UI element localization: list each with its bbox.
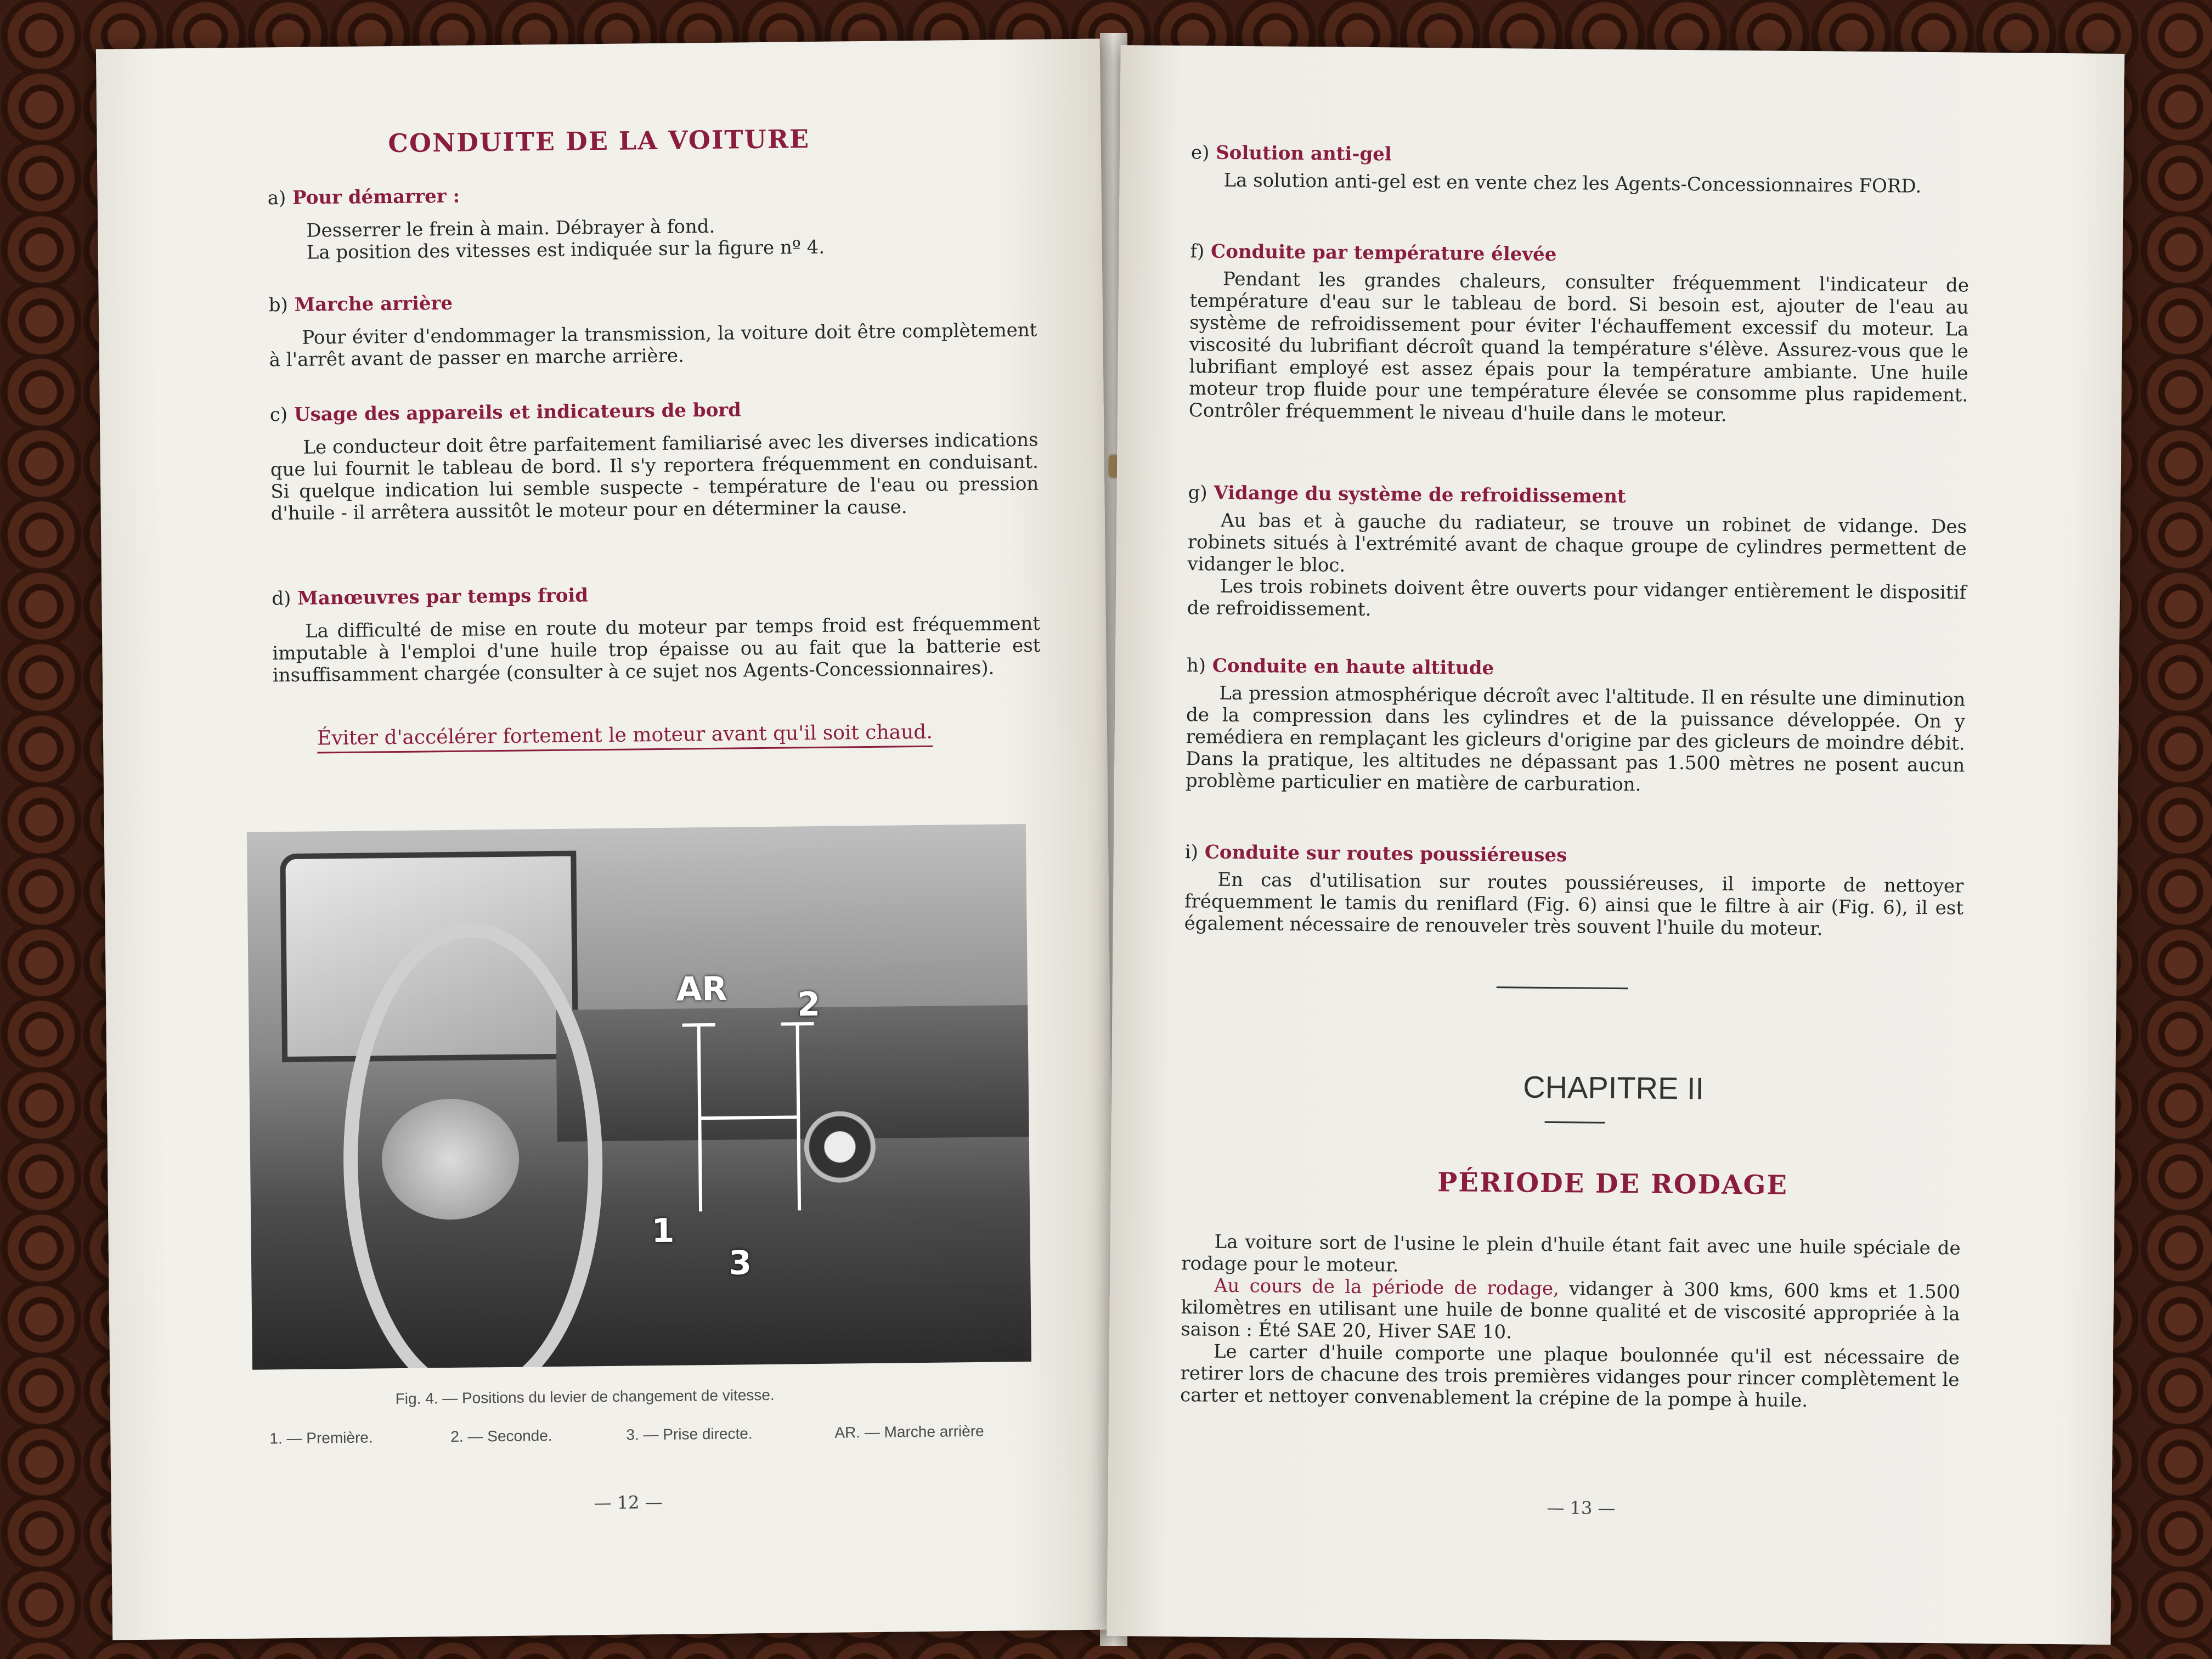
section-letter: e) xyxy=(1190,142,1210,164)
body-paragraph: Pour éviter d'endommager la transmission, la voiture doit être complètement à l'arrêt avant de passer en marche arrière. xyxy=(269,319,1037,371)
body-paragraph xyxy=(1181,1274,1960,1347)
first-gear-label: 1 xyxy=(651,1211,675,1251)
section-b-heading xyxy=(269,292,453,317)
highlight-text: Au cours de la période de rodage, xyxy=(1214,1274,1560,1300)
warning-note: Éviter d'accélérer fortement le moteur avant qu'il soit chaud. xyxy=(317,721,933,754)
chapter-heading: CHAPITRE II xyxy=(1522,1069,1705,1106)
body-paragraph: Le conducteur doit être parfaitement familiarisé avec les diverses indications que lui fournit le tableau de bord. Il s'y reportera fréquemment en conduisant. Si quelque indication lui semble suspecte - température de l'eau ou pression d'huile - il arrêtera aussitôt le moteur pour en déterminer la cause. xyxy=(270,428,1039,525)
section-i-heading xyxy=(1185,841,1567,866)
body-paragraph: Pendant les grandes chaleurs, consulter fréquemment l'indicateur de température d'eau sur le tableau de bord. Si besoin est, ajouter de l'eau au système de refroidissement pour éviter l'échauffement excessif du moteur. La viscosité du lubrifiant décroît quand la température s'élève. Assurez-vous que le lubrifiant employé est assez épais pour la température ambiante. Une huile moteur trop fluide pour une température élevée se consomme plus rapidement. Contrôler fréquemment le niveau d'huile dans le moteur. xyxy=(1188,268,1970,426)
section-g-body xyxy=(1187,509,1967,625)
section-letter: a) xyxy=(267,187,286,210)
caption-item-reverse: AR. — Marche arrière xyxy=(834,1422,984,1441)
body-paragraph: Au bas et à gauche du radiateur, se trouve un robinet de vidange. Des robinets situés à l'extrémité avant de chaque groupe de cylindres permettent de vidanger le bloc. xyxy=(1187,509,1967,577)
section-letter: d) xyxy=(272,587,291,610)
rodage-title: PÉRIODE DE RODAGE xyxy=(1437,1167,1788,1201)
section-letter: h) xyxy=(1186,654,1206,677)
reverse-label: AR xyxy=(676,969,727,1009)
third-gear-label: 3 xyxy=(728,1244,752,1283)
body-paragraph: La solution anti-gel est en vente chez les Agents-Concessionnaires FORD. xyxy=(1223,169,1922,198)
body-paragraph: La voiture sort de l'usine le plein d'huile étant fait avec une huile spéciale de rodage pour le moteur. xyxy=(1181,1231,1961,1277)
section-a-body xyxy=(306,212,1036,264)
section-title: Marche arrière xyxy=(294,292,453,316)
section-letter: c) xyxy=(269,404,288,426)
caption-item-3: 3. — Prise directe. xyxy=(626,1425,753,1443)
section-title: Solution anti-gel xyxy=(1216,142,1392,166)
section-h-body xyxy=(1186,682,1966,798)
shift-pattern-diagram xyxy=(247,824,1031,1370)
rodage-body xyxy=(1180,1231,1961,1413)
body-paragraph: En cas d'utilisation sur routes poussiéreuses, il importe de nettoyer fréquemment le tamis du reniflard (Fig. 6) ainsi que le filtre à air (Fig. 6), il est également nécessaire de renouveler très souvent l'huile du moteur. xyxy=(1184,868,1964,940)
section-letter: f) xyxy=(1190,240,1205,263)
page-number: — 12 — xyxy=(594,1491,663,1514)
section-b-body xyxy=(269,319,1037,371)
left-page xyxy=(96,38,1116,1640)
page-number: — 13 — xyxy=(1547,1497,1616,1519)
right-page xyxy=(1107,45,2124,1645)
gearshift-photo xyxy=(247,824,1031,1370)
section-letter: g) xyxy=(1188,482,1207,504)
section-c-heading xyxy=(270,399,742,426)
body-text: vidanger à 300 kms, 600 kms et 1.500 kilomètres en utilisant une huile de bonne qualité et de viscosité appropriée à la saison : Été SAE 20, Hiver SAE 10. xyxy=(1181,1278,1961,1344)
section-c-body xyxy=(270,429,1039,525)
section-title: Pour démarrer : xyxy=(292,185,460,209)
body-paragraph: Le carter d'huile comporte une plaque boulonnée qu'il est nécessaire de retirer lors de chacune des trois premières vidanges pour rincer complètement le carter et nettoyer convenablement la crépine de la pompe à huile. xyxy=(1180,1340,1960,1412)
shift-arrowheads-top xyxy=(682,1024,814,1025)
section-divider xyxy=(1497,986,1628,989)
section-h-heading xyxy=(1187,654,1494,679)
caption-item-2: 2. — Seconde. xyxy=(450,1427,552,1446)
section-e-heading xyxy=(1191,142,1392,165)
page-title: CONDUITE DE LA VOITURE xyxy=(388,124,810,159)
section-d-heading xyxy=(272,584,588,610)
section-title: Usage des appareils et indicateurs de bord xyxy=(294,399,742,426)
caption-item-1: 1. — Première. xyxy=(269,1429,373,1447)
figure-caption: Fig. 4. — Positions du levier de changement de vitesse. xyxy=(395,1386,775,1408)
section-letter: b) xyxy=(268,294,289,317)
chapter-divider xyxy=(1545,1121,1605,1124)
section-title: Manœuvres par temps froid xyxy=(297,584,589,610)
section-title: Conduite en haute altitude xyxy=(1212,654,1494,680)
shift-path-neutral xyxy=(699,1117,798,1118)
section-i-body xyxy=(1184,868,1964,941)
section-g-heading xyxy=(1188,482,1626,507)
body-paragraph: Les trois robinets doivent être ouverts pour vidanger entièrement le dispositif de refroidissement. xyxy=(1187,575,1967,621)
section-title: Vidange du système de refroidissement xyxy=(1214,482,1626,508)
second-gear-label: 2 xyxy=(797,985,821,1024)
body-line: Desserrer le frein à main. Débrayer à fond. xyxy=(306,215,715,242)
body-paragraph: La difficulté de mise en route du moteur par temps froid est fréquemment imputable à l'emploi d'une huile trop épaisse ou au fait que la batterie est insuffisamment chargée (consulter à ce sujet nos Agents-Concessionnaires). xyxy=(272,612,1041,687)
section-e-body xyxy=(1190,169,1970,198)
body-line: La position des vitesses est indiquée sur la figure nº 4. xyxy=(306,236,825,264)
section-f-heading xyxy=(1190,240,1556,266)
section-f-body xyxy=(1189,268,1969,428)
section-d-body xyxy=(272,613,1041,687)
section-a-heading xyxy=(268,185,460,210)
section-letter: i) xyxy=(1184,841,1199,864)
body-paragraph: La pression atmosphérique décroît avec l'altitude. Il en résulte une diminution de la compression dans les cylindres et de la puissance développée. On y remédiera en remplaçant les gicleurs d'origine par des gicleurs de moindre débit. Dans la pratique, les altitudes ne dépassant pas 1.500 mètres ne posent aucun problème particulier en matière de carburation. xyxy=(1185,682,1966,796)
section-title: Conduite par température élevée xyxy=(1210,240,1557,266)
section-title: Conduite sur routes poussiéreuses xyxy=(1204,841,1567,867)
